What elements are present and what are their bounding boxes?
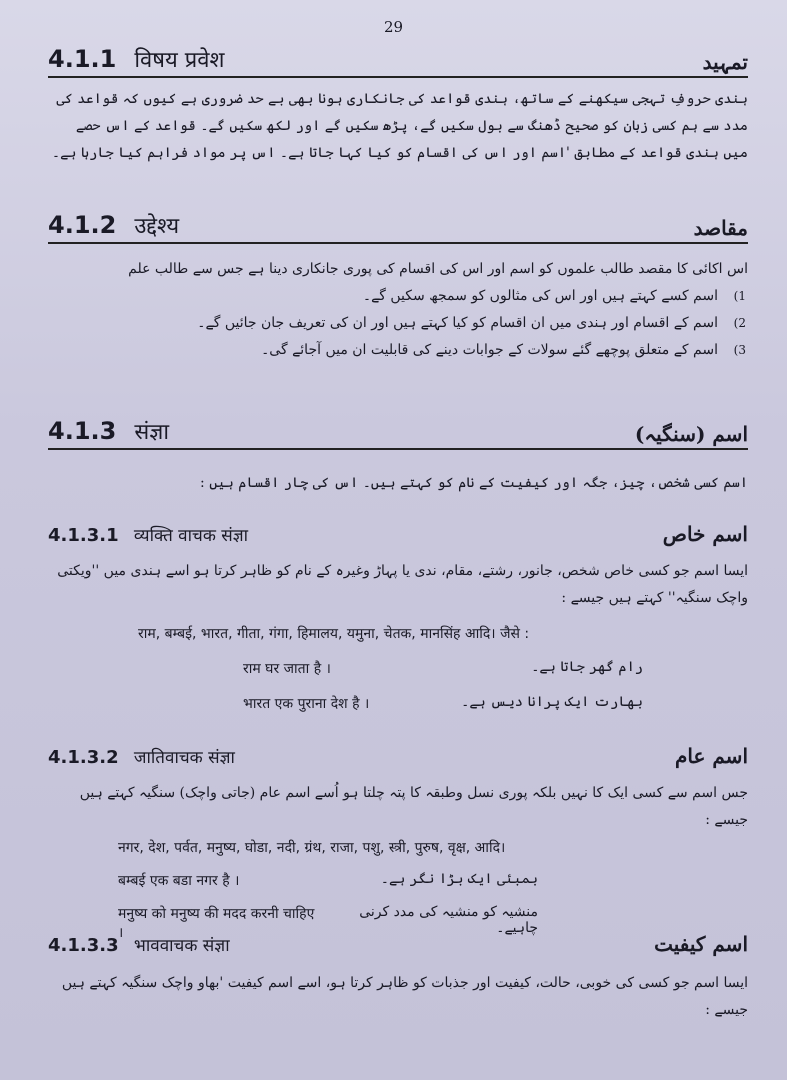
section-4-1-2 <box>48 210 748 364</box>
example-row: भारत एक पुराना देश है । بھارت ایک پرانا دیس ہے۔ <box>243 694 643 712</box>
section-4-1-3-1 <box>48 522 748 713</box>
section-title-hindi: व्यक्ति वाचक संज्ञा <box>133 526 249 546</box>
paragraph: ایسا اسم جو کسی خاص شخص، جانور، رشتے، مقام، ندی یا پہاڑ وغیرہ کے نام کو ظاہر کرتا ہو اسے ہندی میں ''ویکتی واچک سنگیہ'' کہتے ہیں جیسے : <box>57 563 748 606</box>
section-title-hindi: जातिवाचक संज्ञा <box>133 748 235 768</box>
section-title-urdu: اسم کیفیت <box>654 932 748 956</box>
section-title-urdu: اسم (سنگیہ) <box>634 422 748 446</box>
section-number: 4.1.3.2 <box>48 747 119 768</box>
page-number: 29 <box>383 18 404 36</box>
section-4-1-1 <box>48 44 748 167</box>
section-number: 4.1.3.1 <box>48 525 119 546</box>
list-item: 1) اسم کسے کہتے ہیں اور اس کی مثالوں کو سمجھ سکیں گے۔ <box>362 288 746 304</box>
example-row: राम घर जाता है । رام گھر جاتا ہے۔ <box>243 659 643 677</box>
example-row: मनुष्य को मनुष्य की मदद करनी चाहिए । منشیہ کو منشیہ کی مدد کرنی چاہیے۔ <box>118 904 538 941</box>
section-number: 4.1.1 <box>48 45 117 73</box>
example-list: राम, बम्बई, भारत, गीता, गंगा, हिमालय, यमुना, चेतक, मानसिंह आदि। जैसे : <box>138 626 530 642</box>
section-number: 4.1.3.3 <box>48 935 119 956</box>
section-4-1-3-2 <box>48 744 748 942</box>
example-row: बम्बई एक बडा नगर है । بمبئی ایک بڑا نگر ہے۔ <box>118 871 538 889</box>
section-heading <box>48 416 748 450</box>
section-title-urdu: مقاصد <box>693 216 748 240</box>
objectives-list <box>48 283 748 364</box>
section-title-urdu: اسم خاص <box>662 522 748 546</box>
section-heading <box>48 210 748 244</box>
section-title-hindi: उद्देश्य <box>134 214 180 239</box>
paragraph: جس اسم سے کسی ایک کا نہیں بلکہ پوری نسل وطبقہ کا پتہ چلتا ہو اُسے اسم عام (جاتی واچک) سنگیہ کہتے ہیں جیسے : <box>79 785 748 828</box>
section-4-1-3 <box>48 416 748 497</box>
paragraph: اسم کسی شخص، چیز، جگہ اور کیفیت کے نام کو کہتے ہیں۔ اس کی چار اقسام ہیں : <box>200 475 748 491</box>
subsection-heading <box>48 522 748 546</box>
section-number: 4.1.2 <box>48 211 117 239</box>
paragraph: ایسا اسم جو کسی کی خوبی، حالت، کیفیت اور جذبات کو ظاہر کرتا ہو، اسے اسم کیفیت 'بھاو واچک سنگیہ کہتے ہیں جیسے : <box>61 975 748 1018</box>
section-number: 4.1.3 <box>48 417 117 445</box>
subsection-heading <box>48 932 748 956</box>
subsection-heading <box>48 744 748 768</box>
paragraph: اس اکائی کا مقصد طالب علموں کو اسم اور اس کی اقسام کی پوری جانکاری دینا ہے جس سے طالب علم <box>128 261 748 277</box>
list-item: 3) اسم کے متعلق پوچھے گئے سولات کے جوابات دینے کی قابلیت ان میں آجائے گی۔ <box>261 342 746 358</box>
section-4-1-3-3 <box>48 932 748 1024</box>
example-list: नगर, देश, पर्वत, मनुष्य, घोडा, नदी, ग्रंथ, राजा, पशु, स्त्री, पुरुष, वृक्ष, आदि। <box>118 840 506 856</box>
section-heading <box>48 44 748 78</box>
section-title-hindi: विषय प्रवेश <box>134 48 225 73</box>
list-item: 2) اسم کے اقسام اور ہندی میں ان اقسام کو کیا کہتے ہیں اور ان کی تعریف جان جائیں گے۔ <box>197 315 746 331</box>
section-title-urdu: اسم عام <box>675 744 748 768</box>
paragraph: ہندی حروفِ تہجی سیکھنے کے ساتھ، ہندی قواعد کی جانکاری ہونا بھی بے حد ضروری ہے کیوں کہ قواعد کی مدد سے ہم کسی زبان کو صحیح ڈھنگ سے بول سکیں گے، پڑھ سکیں گے اور لکھ سکیں گے۔ قواعد کے اس حصے میں ہندی قواعد کے مطابق 'اسم اور اس کی اقسام کو کیا کہا جاتا ہے۔ اس پر مواد فراہم کیا جارہا ہے۔ <box>51 91 748 161</box>
section-title-hindi: भाववाचक संज्ञा <box>133 936 230 956</box>
section-title-hindi: संज्ञा <box>134 420 170 445</box>
section-title-urdu: تمہید <box>702 50 748 74</box>
